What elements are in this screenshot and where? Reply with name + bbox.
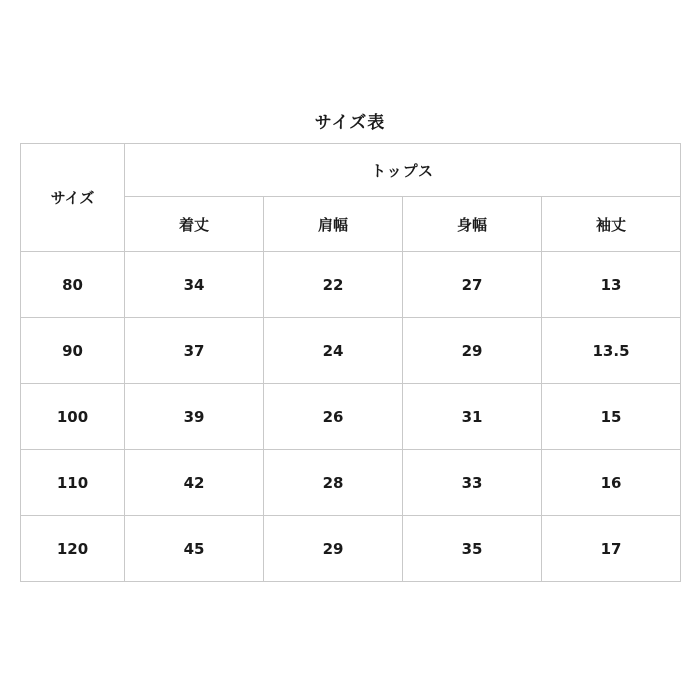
cell-chest: 31 [403,384,542,450]
cell-sleeve: 13 [542,252,681,318]
cell-length: 39 [125,384,264,450]
header-size-label: サイズ [21,144,125,252]
table-row [21,384,681,450]
table-row [21,450,681,516]
cell-length: 34 [125,252,264,318]
cell-shoulder: 26 [264,384,403,450]
cell-sleeve: 13.5 [542,318,681,384]
cell-sleeve: 15 [542,384,681,450]
cell-sleeve: 16 [542,450,681,516]
cell-shoulder: 29 [264,516,403,582]
cell-chest: 33 [403,450,542,516]
cell-length: 42 [125,450,264,516]
header-group-tops: トップス [125,144,681,197]
cell-chest: 35 [403,516,542,582]
cell-size: 100 [21,384,125,450]
cell-length: 37 [125,318,264,384]
cell-chest: 27 [403,252,542,318]
table-header-row-group [21,144,681,197]
cell-length: 45 [125,516,264,582]
cell-size: 90 [21,318,125,384]
table-row [21,318,681,384]
header-sub-sleeve: 袖丈 [542,197,681,252]
size-table [20,143,681,582]
cell-size: 120 [21,516,125,582]
cell-size: 110 [21,450,125,516]
table-row [21,516,681,582]
cell-shoulder: 28 [264,450,403,516]
cell-sleeve: 17 [542,516,681,582]
page-title: サイズ表 [314,113,386,133]
cell-shoulder: 22 [264,252,403,318]
cell-size: 80 [21,252,125,318]
header-sub-length: 着丈 [125,197,264,252]
cell-chest: 29 [403,318,542,384]
header-sub-chest: 身幅 [403,197,542,252]
header-sub-shoulder: 肩幅 [264,197,403,252]
table-row [21,252,681,318]
size-table-container [20,143,680,582]
cell-shoulder: 24 [264,318,403,384]
